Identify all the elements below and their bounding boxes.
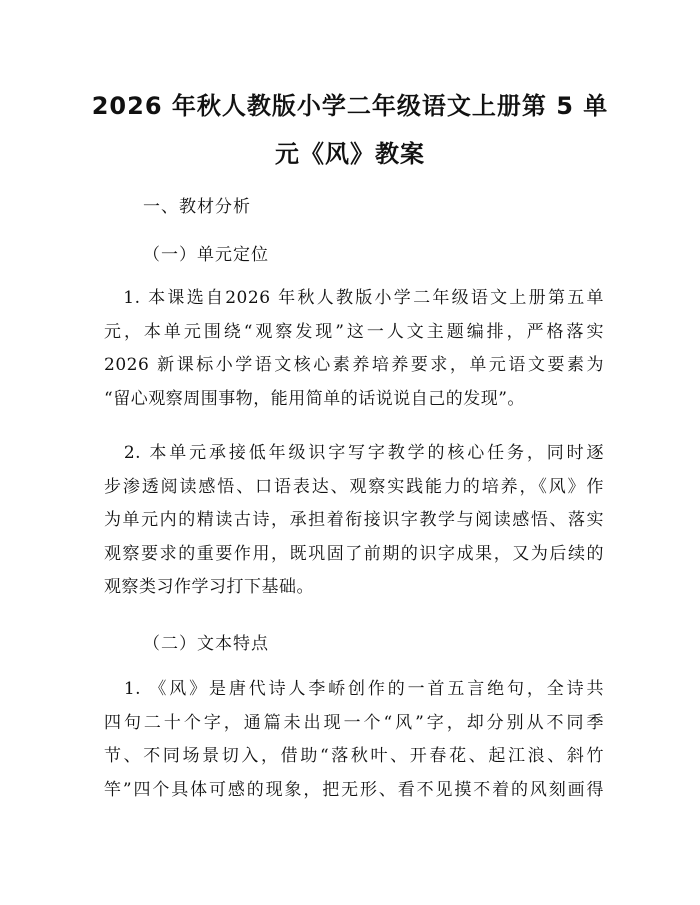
section-heading-textbook-analysis: 一、教材分析 [143,197,251,217]
subsection-heading-text-features: （二）文本特点 [143,634,269,654]
paragraph-line: 1. 本课选自2026 年秋人教版小学二年级语文上册第五单 [104,288,604,308]
paragraph-line: 2026 新课标小学语文核心素养培养要求，单元语文要素为 [104,355,604,375]
paragraph-unit-positioning-2 [104,437,604,605]
paragraph-line: 四句二十个字，通篇未出现一个“风”字，却分别从不同季 [104,712,604,733]
paragraph-line: 元，本单元围绕“观察发现”这一人文主题编排，严格落实 [104,321,604,342]
subsection-heading-unit-positioning: （一）单元定位 [143,245,269,265]
paragraph-text-features-1 [104,673,604,807]
paragraph-line: 节、不同场景切入，借助“落秋叶、开春花、起江浪、斜竹 [104,746,604,766]
document-title-line-1: 2026 年秋人教版小学二年级语文上册第 5 单 [91,92,609,120]
paragraph-line: 为单元内的精读古诗，承担着衔接识字教学与阅读感悟、落实 [104,510,604,530]
paragraph-line: 1. 《风》是唐代诗人李峤创作的一首五言绝句，全诗共 [104,679,604,699]
paragraph-line: 步渗透阅读感悟、口语表达、观察实践能力的培养，《风》作 [104,476,604,497]
document-title-line-2: 元《风》教案 [275,140,425,168]
paragraph-line: 观察类习作学习打下基础。 [104,577,314,597]
paragraph-line: 观察要求的重要作用，既巩固了前期的识字成果，又为后续的 [104,543,604,564]
paragraph-line: 竿”四个具体可感的现象，把无形、看不见摸不着的风刻画得 [104,779,604,800]
paragraph-unit-positioning-1 [104,282,604,416]
paragraph-line: “留心观察周围事物，能用简单的话说说自己的发现”。 [104,388,525,409]
paragraph-line: 2. 本单元承接低年级识字写字教学的核心任务，同时逐 [104,443,604,463]
